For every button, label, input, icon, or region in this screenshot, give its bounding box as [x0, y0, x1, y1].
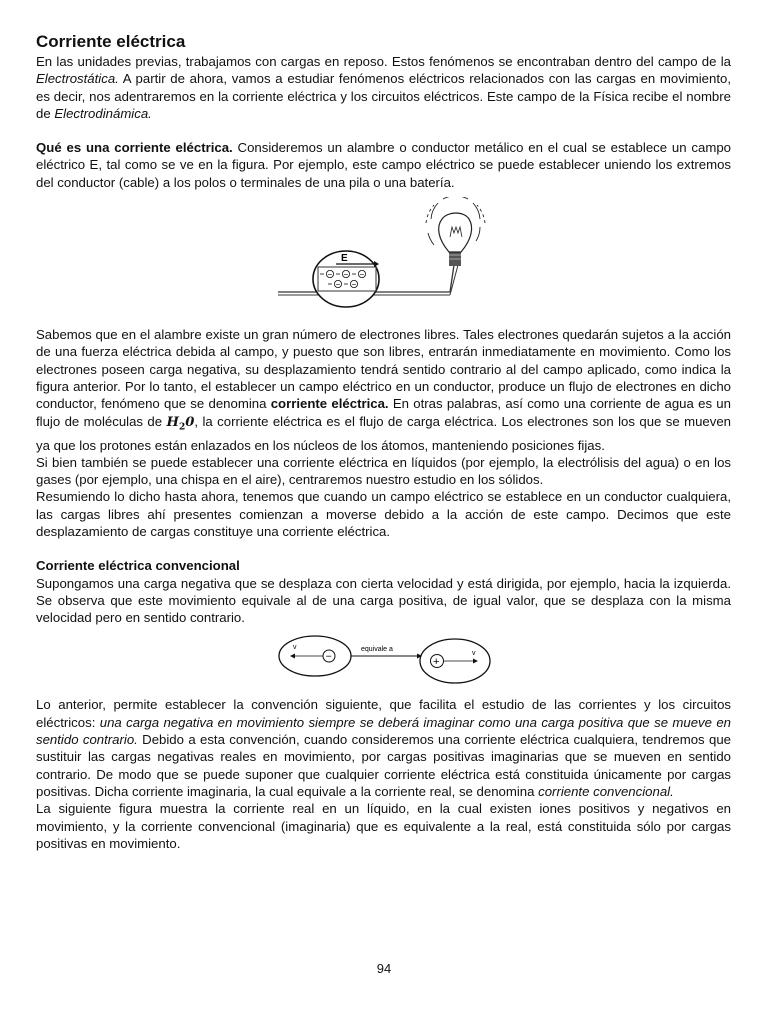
sibien-paragraph: Si bien también se puede establecer una corriente eléctrica en líquidos (por ejemplo, la electrólisis del agua) o en los gases (por ejemplo, una chispa en el aire), centraremos nuestro estudio en los sólidos. — [36, 454, 731, 488]
que-es-paragraph — [36, 139, 731, 191]
bulb-glass — [439, 213, 472, 252]
equivalence-figure — [277, 634, 492, 686]
anterior-text-1: Lo anterior, permite establecer la convención siguiente, que facilita el estudio de las corrientes y los circuitos eléctricos: — [36, 697, 731, 730]
intro-italic-2: Electrodinámica. — [54, 105, 152, 121]
sabemos-paragraph — [36, 326, 731, 454]
anterior-paragraph — [36, 696, 731, 800]
anterior-text-2: Debido a esta convención, cuando consideremos una corriente eléctrica cualquiera, tendremos que sustituir las cargas negativas reales en movimiento, por cargas positivas imaginarias que se mueven en sentido contrario. De modo que se puede suponer que cualquier corriente eléctrica está constituida únicamente por cargas positivas. Dicha corriente imaginaria, la cual equivale a la corriente real, se denomina — [36, 732, 731, 799]
sabemos-text-2: En otras palabras, así como una corriente de agua es un flujo de moléculas de — [36, 396, 731, 429]
field-arrow-head — [374, 261, 379, 267]
intro-italic-1: Electrostática. — [36, 71, 119, 87]
anterior-italic-1: una carga negativa en movimiento siempre se deberá imaginar como una carga positiva que se mueve en sentido contrario. — [36, 714, 732, 748]
electron-sign: − — [327, 270, 333, 280]
intro-text-2: A partir de ahora, vamos a estudiar fenómenos eléctricos relacionados con las cargas en movimiento, es decir, nos adentraremos en la corriente eléctrica y los circuitos eléctricos. Este campo de la Física recibe el nombre de — [36, 71, 731, 121]
v-left-label: v — [293, 644, 297, 652]
conductor-bulb-figure — [278, 197, 518, 322]
document-page — [36, 32, 731, 852]
conventional-paragraph: Supongamos una carga negativa que se desplaza con cierta velocidad y está dirigida, por ejemplo, hacia la izquierda. Se observa que este movimiento equivale al de una carga positiva, de igual valor, que se desplaza con la misma velocidad pero en sentido contrario. — [36, 575, 731, 626]
conventional-heading: Corriente eléctrica convencional — [36, 558, 240, 574]
sabemos-bold: corriente eléctrica. — [270, 396, 389, 412]
page-number: 94 — [376, 961, 392, 976]
page-title: Corriente eléctrica — [36, 32, 186, 51]
equiv-label: equivale a — [361, 646, 393, 654]
intro-paragraph — [36, 53, 731, 122]
positive-sign: + — [433, 656, 440, 669]
intro-text-1: En las unidades previas, trabajamos con cargas en reposo. Estos fenómenos se encontraban dentro del campo de la — [36, 54, 731, 69]
que-es-text: Consideremos un alambre o conductor metálico en el cual se establece un campo eléctrico E, tal como se ve en la figura. Por ejemplo, este campo eléctrico se puede establecer uniendo los extremos del conductor (cable) a los polos o terminales de una pila o una batería. — [36, 140, 731, 190]
electron-sign: − — [335, 280, 341, 290]
sabemos-text-3: , la corriente eléctrica es el flujo de carga eléctrica. Los electrones son los que se mueven ya que los protones están enlazados en los núcleos de los átomos, manteniendo posiciones fijas. — [36, 413, 731, 453]
electron-sign: − — [343, 270, 349, 280]
negative-sign: − — [325, 651, 332, 663]
anterior-italic-2: corriente convencional. — [538, 783, 674, 799]
resumiendo-paragraph: Resumiendo lo dicho hasta ahora, tenemos que cuando un campo eléctrico se establece en un conductor cualquiera, las cargas libres ahí presentes comienzan a moverse debido a la acción de este campo. Decimos que este desplazamiento de cargas constituye una corriente eléctrica. — [36, 489, 731, 539]
electron-sign: − — [351, 280, 357, 290]
siguiente-paragraph: La siguiente figura muestra la corriente real en un líquido, en la cual existen iones positivos y negativos en movimiento, y la corriente convencional (imaginaria) que es equivalente a la real, está constituida sólo por cargas positivas en movimiento. — [36, 801, 731, 851]
v-right-label: v — [472, 650, 476, 658]
que-es-heading: Qué es una corriente eléctrica. — [36, 140, 233, 156]
electron-sign: − — [359, 270, 365, 280]
field-label: E — [341, 253, 348, 265]
sabemos-text-1: Sabemos que en el alambre existe un gran número de electrones libres. Tales electrones quedarán sujetos a la acción de una fuerza eléctrica debida al campo, y puesto que son libres, entrarán inmediatamente en movimiento. Como los electrones poseen carga negativa, su desplazamiento tendrá sentido contrario al del campo aplicado, como indica la figura anterior. Por lo tanto, el establecer un campo eléctrico en un conductor, produce un flujo de electrones en dicho conductor, fenómeno que se denomina — [36, 327, 731, 412]
water-formula: $H_20$ — [166, 414, 195, 433]
